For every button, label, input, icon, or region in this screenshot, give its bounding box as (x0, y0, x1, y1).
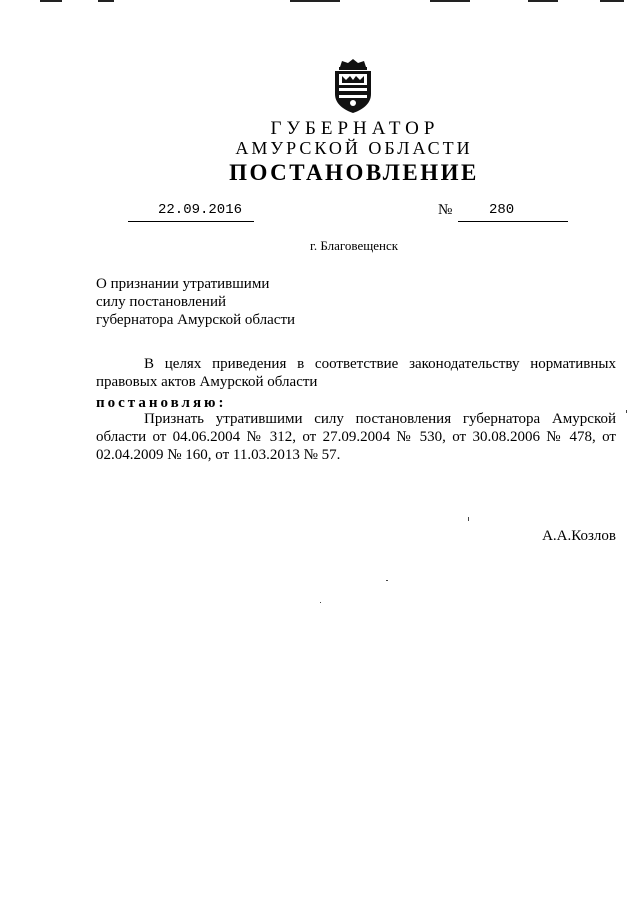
resolve-word: постановляю: (96, 395, 227, 411)
subject-line: губернатора Амурской области (96, 312, 296, 328)
scan-speck (386, 580, 388, 581)
scan-edge-marks (0, 0, 640, 3)
subject-line: О признании утратившими (96, 276, 270, 292)
decision-line: Признать утратившими силу постановления губернатора Амурской (144, 411, 616, 427)
preamble-line: В целях приведения в соответствие законодательству нормативных (144, 356, 616, 372)
document-date: 22.09.2016 (158, 202, 243, 218)
decision-paragraph (96, 410, 616, 464)
coat-of-arms-emblem (330, 58, 376, 114)
preamble-paragraph (96, 355, 616, 391)
number-sign: № (438, 202, 453, 218)
scan-speck (626, 410, 627, 413)
scan-speck (320, 602, 321, 603)
decision-line: области от 04.06.2004 № 312, от 27.09.2004 № 530, от 30.08.2006 № 478, от (96, 429, 616, 445)
signatory-name: А.А.Козлов (542, 528, 616, 544)
heading-governor: ГУБЕРНАТОР (270, 118, 440, 139)
document-number: 280 (489, 202, 515, 218)
preamble-line: правовых актов Амурской области (96, 374, 318, 390)
document-title: ПОСТАНОВЛЕНИЕ (229, 160, 479, 185)
city-of-issue: г. Благовещенск (309, 238, 399, 253)
document-subject (96, 275, 295, 329)
subject-line: силу постановлений (96, 294, 227, 310)
decision-line: 02.04.2009 № 160, от 11.03.2013 № 57. (96, 447, 341, 463)
heading-region: АМУРСКОЙ ОБЛАСТИ (235, 138, 473, 158)
scan-speck (468, 517, 469, 521)
